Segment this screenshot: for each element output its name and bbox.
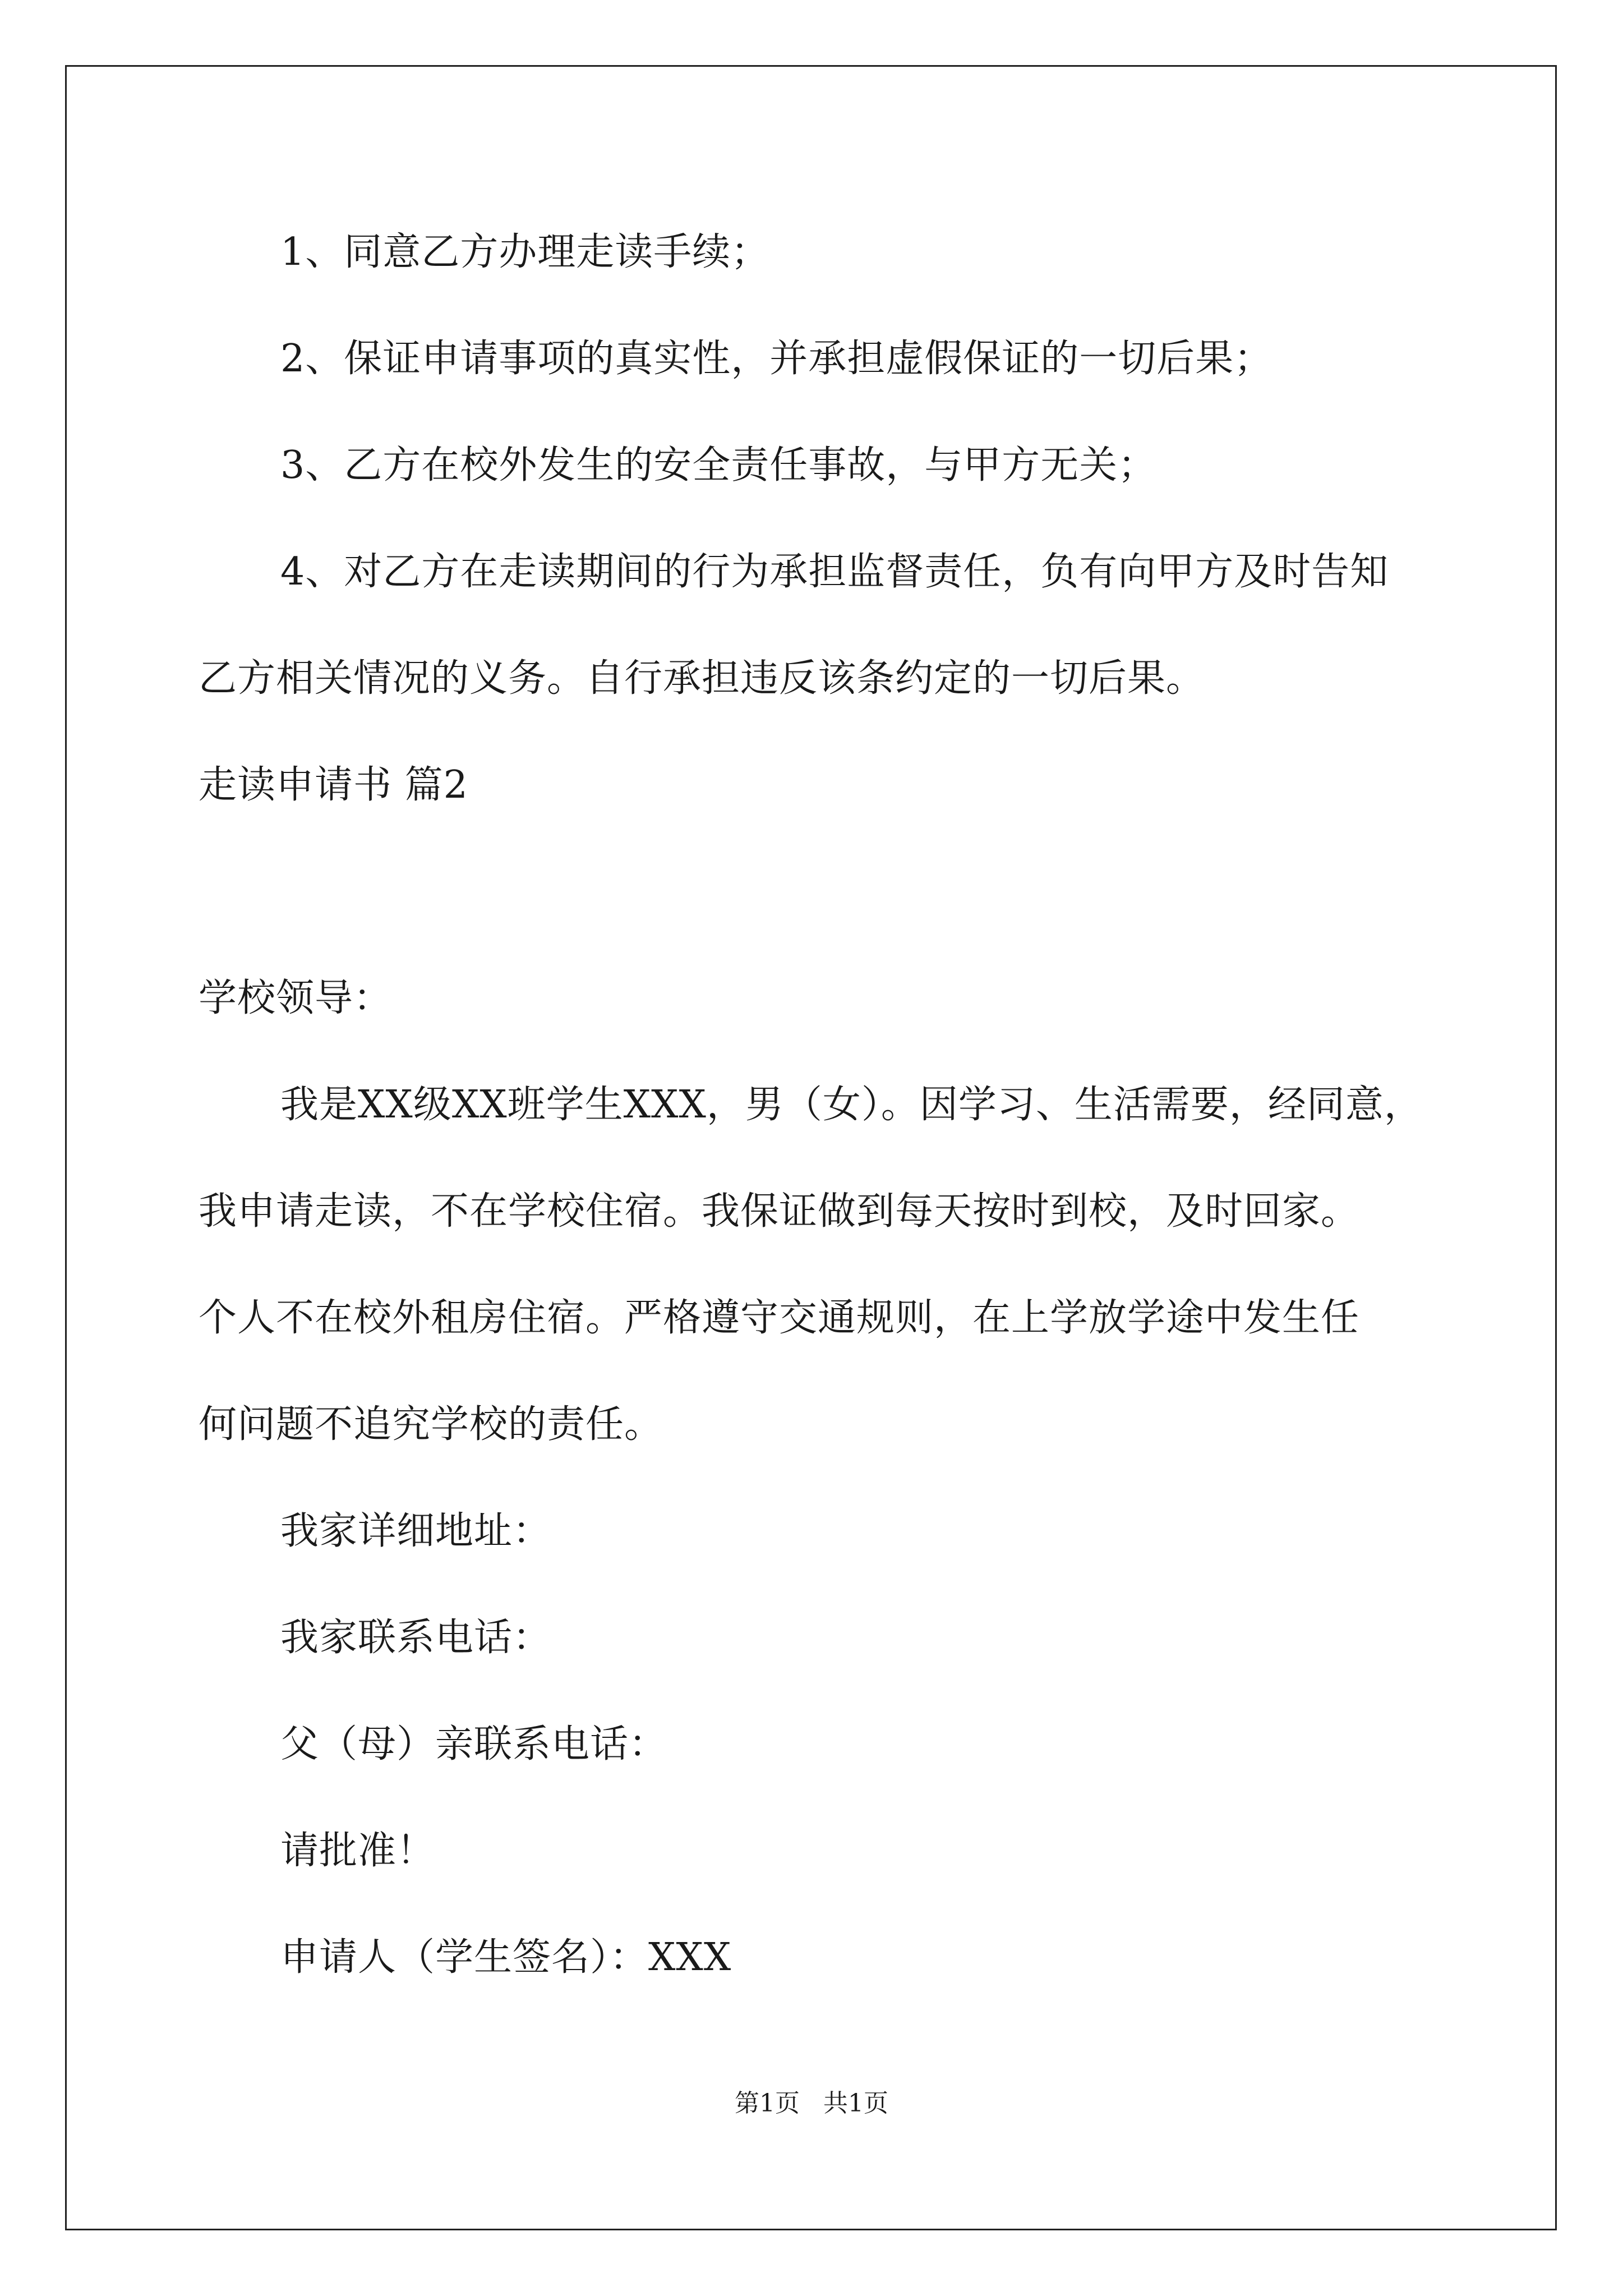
- salutation: 学校领导：: [199, 976, 393, 1020]
- section-heading: 走读申请书 篇2: [199, 763, 468, 807]
- body-line-3: 个人不在校外租房住宿。严格遵守交通规则，在上学放学途中发生任: [199, 1296, 1360, 1340]
- request-approval: 请批准！: [280, 1829, 436, 1873]
- body-line-2: 我申请走读，不在学校住宿。我保证做到每天按时到校，及时回家。: [199, 1189, 1360, 1234]
- applicant-signature: 申请人（学生签名）：XXX: [280, 1935, 732, 1980]
- home-phone-label: 我家联系电话：: [280, 1616, 552, 1660]
- clause-4-line-2: 乙方相关情况的义务。自行承担违反该条约定的一切后果。: [199, 656, 1205, 701]
- clause-2: 2、保证申请事项的真实性，并承担虚假保证的一切后果；: [280, 337, 1273, 381]
- clause-3: 3、乙方在校外发生的安全责任事故，与甲方无关；: [280, 443, 1157, 487]
- parent-phone-label: 父（母）亲联系电话：: [280, 1722, 668, 1766]
- body-line-1: 我是XX级XX班学生XXX，男（女）。因学习、生活需要，经同意，: [280, 1083, 1423, 1127]
- page-border: [65, 65, 1557, 2230]
- body-line-4: 何问题不追究学校的责任。: [199, 1402, 663, 1447]
- page-footer: 第1页 共1页: [735, 2089, 888, 2118]
- clause-4-line-1: 4、对乙方在走读期间的行为承担监督责任，负有向甲方及时告知: [280, 550, 1389, 594]
- clause-1: 1、同意乙方办理走读手续；: [280, 230, 770, 274]
- home-address-label: 我家详细地址：: [280, 1509, 552, 1553]
